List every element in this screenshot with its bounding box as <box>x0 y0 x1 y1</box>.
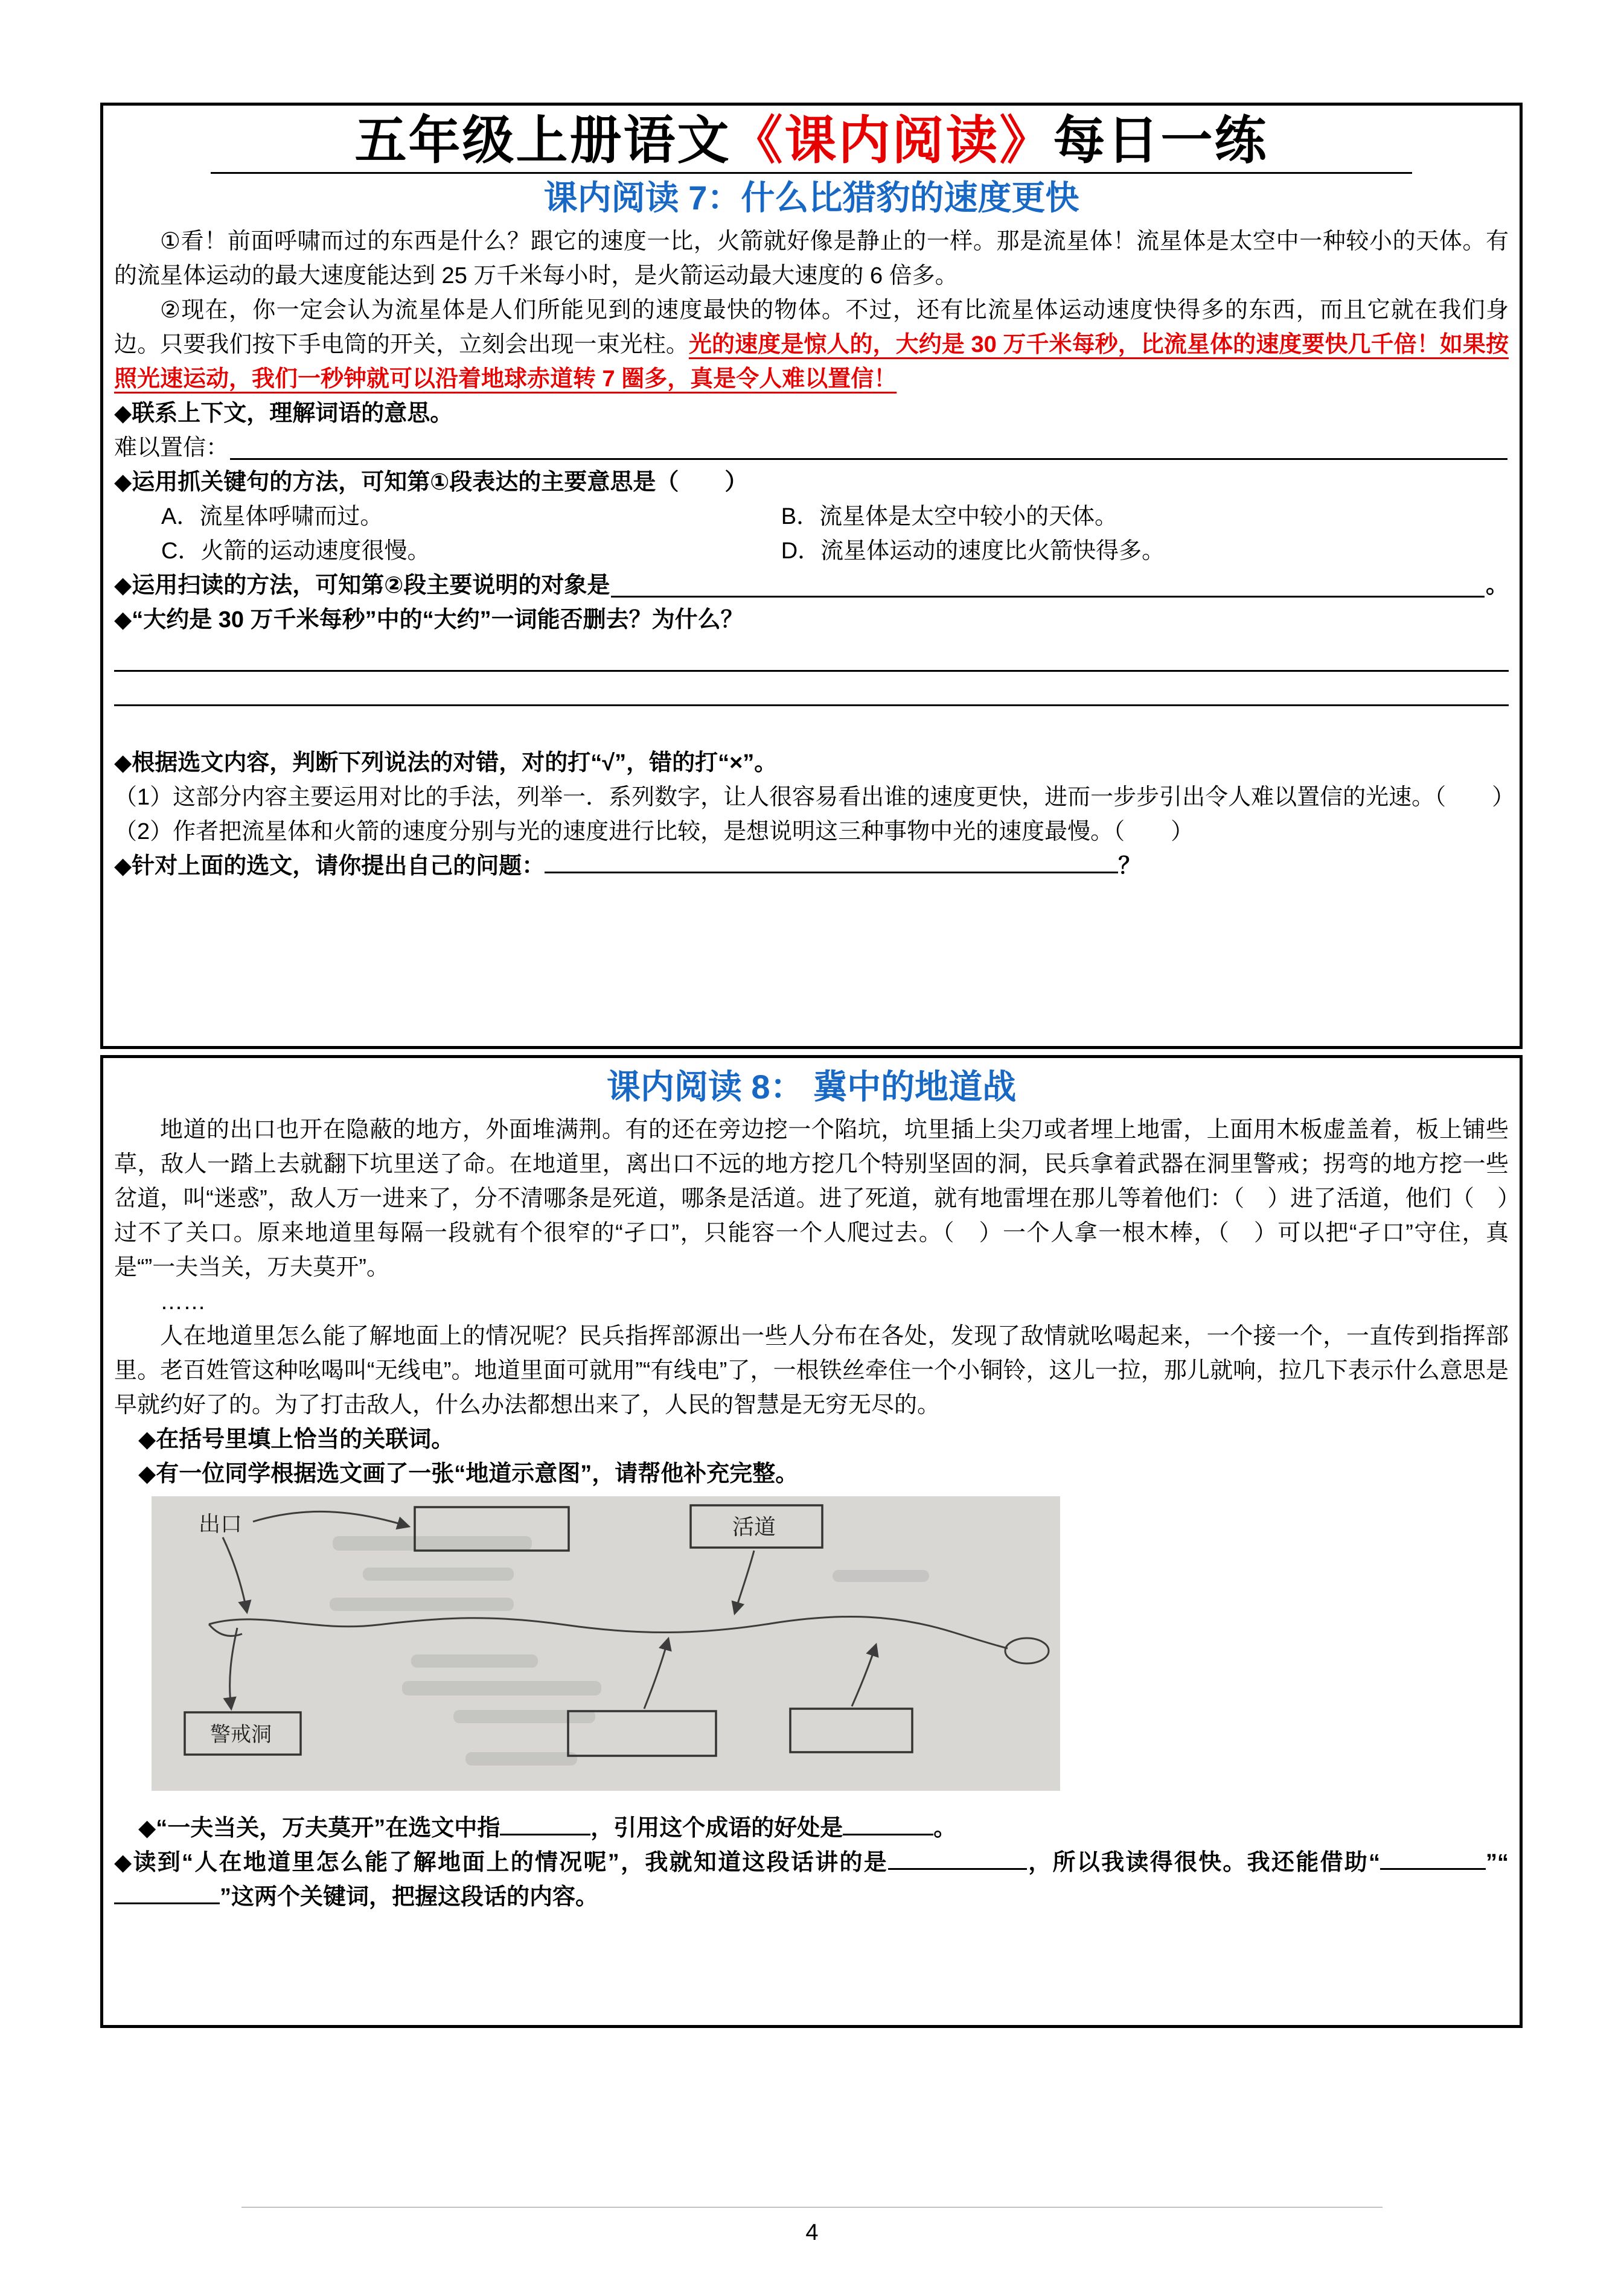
bottom-box-to-tunnel-arrow-1 <box>644 1639 668 1709</box>
answer-blank-inline <box>114 1900 220 1905</box>
answer-blank-inline <box>888 1866 1027 1870</box>
tunnel-diagram-drawing <box>152 1496 1060 1791</box>
passage7-paragraph-1: ①看！前面呼啸而过的东西是什么？跟它的速度一比，火箭就好像是静止的一样。那是流星体！流星体是太空中一种较小的天体。有的流星体运动的最大速度能达到 25 万千米每小时，是火箭运动最大速度的 6 倍多。 <box>114 228 1509 289</box>
answer-blank-inline <box>545 869 1118 873</box>
question-keywords-mid2: ”“ <box>1486 1850 1509 1876</box>
question-keywords-pre: ◆读到“人在地道里怎么能了解地面上的情况呢”，我就知道这段话讲的是 <box>114 1850 888 1876</box>
diagram-label-exit: 出口 <box>199 1511 243 1537</box>
question-keywords-mid1: ，所以我读得很快。我还能借助“ <box>1027 1850 1380 1876</box>
passage7-paragraph-2-black: ②现在，你一定会认为流星体是人们所能见到的速度最快的物体。不过，还有比流星体运动速度快得多的东西，而且它就在我们身边。只要我们按下手电筒的开关，立刻会出现一束光柱。 <box>114 297 1509 357</box>
passage7-paragraph-2 <box>114 293 1509 397</box>
question-idiom <box>114 1811 1509 1846</box>
exercise8-heading: 课内阅读 8： 冀中的地道战 <box>606 1068 1017 1106</box>
exercise7-panel <box>100 103 1523 1049</box>
page-number: 4 <box>805 2220 819 2245</box>
title-highlight: 《课内阅读》 <box>730 112 1053 170</box>
answer-line-2 <box>114 672 1509 706</box>
worksheet-title <box>114 110 1509 171</box>
option-c: C．火箭的运动速度很慢。 <box>161 538 430 564</box>
tunnel-to-guard-arrow <box>230 1628 237 1709</box>
word-label: 难以置信： <box>114 435 229 461</box>
exercise7-heading: 课内阅读 7：什么比猎豹的速度更快 <box>543 179 1079 217</box>
tunnel-diagram-image <box>152 1496 1060 1791</box>
question-true-false: ◆根据选文内容，判断下列说法的对错，对的打“√”，错的打“×”。 <box>114 750 778 776</box>
question-keywords-post: ”这两个关键词，把握这段话的内容。 <box>220 1884 599 1910</box>
footer-divider <box>241 2207 1383 2208</box>
answer-blank-line <box>230 431 1507 460</box>
question-conjunction: ◆在括号里填上恰当的关联词。 <box>138 1427 455 1453</box>
answer-blank-line <box>611 569 1485 598</box>
question-scan-object <box>114 569 1509 603</box>
passage7-highlight-red: 光的速度是惊人的，大约是 30 万千米每秒，比流星体的速度要快几千倍！如果按照光速运动，我们一秒钟就可以沿着地球赤道转 7 圈多，真是令人难以置信！ <box>114 331 1509 392</box>
answer-blank-inline <box>843 1831 933 1836</box>
answer-line-1 <box>114 637 1509 672</box>
exit-to-box-arrow <box>253 1512 409 1527</box>
option-b: B．流星体是太空中较小的天体。 <box>781 503 1118 529</box>
question-idiom-period: 。 <box>933 1816 957 1842</box>
passage8-paragraph-1: 地道的出口也开在隐蔽的地方，外面堆满荆。有的还在旁边挖一个陷坑，坑里插上尖刀或者埋上地雷，上面用木板虚盖着，板上铺些草，敌人一踏上去就翻下坑里送了命。在地道里，离出口不远的地方挖几个特别坚固的洞，民兵拿着武器在洞里警戒；拐弯的地方挖一些岔道，叫“迷惑”，敌人万一进来了，分不清哪条是死道，哪条是活道。进了死道，就有地雷埋在那儿等着他们：（ ）进了活道，他们（ ）过不了关口。原来地道里每隔一段就有个很窄的“孑口”，只能容一个人爬过去。（ ）一个人拿一根木棒，（ ）可以把“孑口”守住，真是“”一夫当关，万夫莫开”。 <box>114 1117 1509 1281</box>
option-d: D．流星体运动的速度比火箭快得多。 <box>781 538 1165 564</box>
answer-blank-inline <box>500 1831 590 1836</box>
bottom-box-to-tunnel-arrow-2 <box>852 1645 876 1706</box>
diagram-empty-box-bottom-right <box>790 1709 912 1752</box>
question-scan-object-text: ◆运用扫读的方法，可知第②段主要说明的对象是 <box>114 572 610 598</box>
question-idiom-mid: ，引用这个成语的好处是 <box>590 1816 843 1842</box>
exit-to-tunnel-arrow <box>223 1537 247 1612</box>
title-part-3: 每日一练 <box>1053 112 1268 170</box>
question-idiom-pre: ◆“一夫当关，万夫莫开”在选文中指 <box>138 1816 500 1842</box>
answer-area <box>114 637 1509 706</box>
question-scan-object-period: 。 <box>1485 572 1509 598</box>
question-main-idea: ◆运用抓关键句的方法，可知第①段表达的主要意思是（ ） <box>114 469 748 495</box>
passage8-paragraph-2: 人在地道里怎么能了解地面上的情况呢？民兵指挥部源出一些人分布在各处，发现了敌情就吆喝起来，一个接一个，一直传到指挥部里。老百姓管这种吆喝叫“无线电”。地道里面可就用”“有线电”了，一根铁丝牵住一个小铜铃，这儿一拉，那儿就响，拉几下表示什么意思是早就约好了的。为了打击敌人，什么办法都想出来了，人民的智慧是无穷无尽的。 <box>114 1324 1509 1418</box>
title-part-1: 五年级上册语文 <box>354 112 731 170</box>
bleed-through-smudges <box>330 1536 929 1765</box>
tunnel-line <box>209 1617 1049 1664</box>
passage8-ellipsis: …… <box>160 1289 206 1315</box>
statement-1: （1）这部分内容主要运用对比的手法，列举一．系列数字，让人很容易看出谁的速度更快，进而一步步引出令人难以置信的光速。（ ） <box>114 784 1515 810</box>
diagram-label-livepath: 活道 <box>732 1514 776 1540</box>
question-diagram: ◆有一位同学根据选文画了一张“地道示意图”，请帮他补充完整。 <box>138 1461 799 1487</box>
option-a: A．流星体呼啸而过。 <box>161 503 383 529</box>
question-delete-word: ◆“大约是 30 万千米每秒”中的“大约”一词能否删去？为什么？ <box>114 607 744 633</box>
title-underline <box>211 171 1412 174</box>
question-own-question-mark: ？ <box>1118 853 1142 879</box>
question-word-meaning: ◆联系上下文，理解词语的意思。 <box>114 400 453 426</box>
livepath-to-tunnel-arrow <box>735 1551 754 1613</box>
exercise8-panel <box>100 1055 1523 2028</box>
statement-2: （2）作者把流星体和火箭的速度分别与光的速度进行比较，是想说明这三种事物中光的速度最慢。（ ） <box>114 818 1194 844</box>
answer-word-meaning <box>114 431 1509 465</box>
answer-blank-inline <box>1380 1866 1486 1870</box>
multiple-choice-options <box>114 500 1509 569</box>
diagram-label-guard-hole: 警戒洞 <box>210 1723 272 1747</box>
question-own-question-text: ◆针对上面的选文，请你提出自己的问题： <box>114 853 545 879</box>
question-keywords <box>114 1846 1509 1915</box>
question-own-question <box>114 849 1509 884</box>
